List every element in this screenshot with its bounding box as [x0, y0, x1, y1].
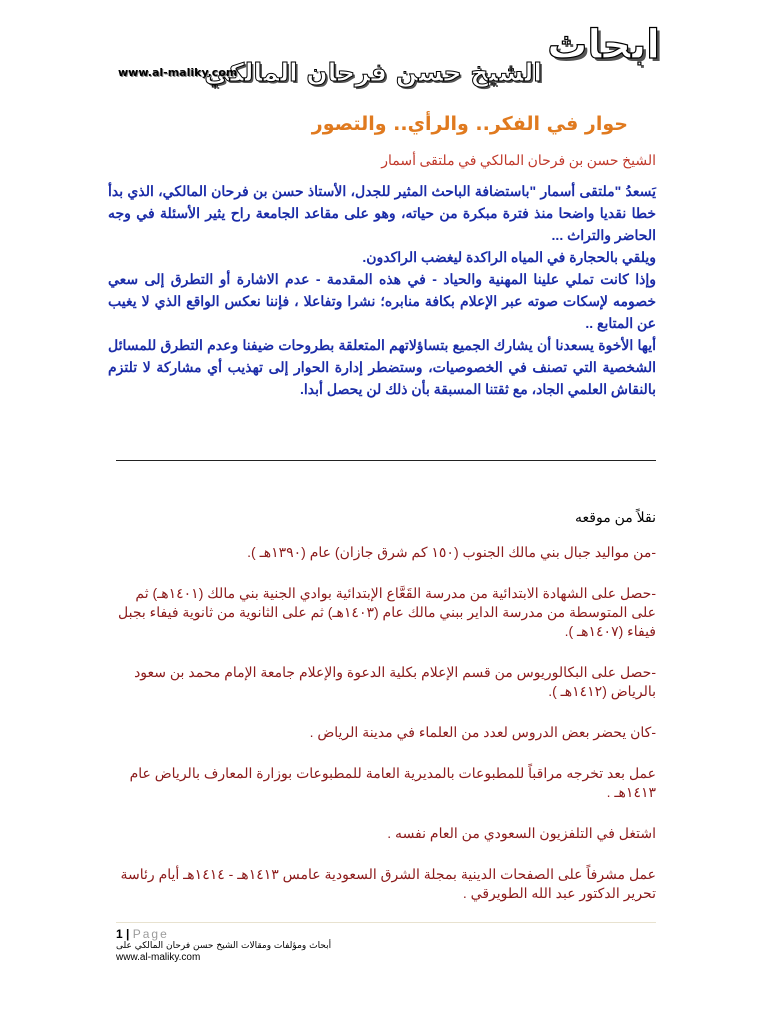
page-title: حوار في الفكر.. والرأي.. والتصور [311, 113, 628, 135]
header-url[interactable]: www.al-maliky.com [118, 66, 238, 79]
source-note: نقلاً من موقعه [575, 509, 656, 525]
page-number-value: 1 [116, 927, 123, 941]
footer-url[interactable]: www.al-maliky.com [116, 952, 201, 963]
intro-paragraph: وإذا كانت تملي علينا المهنية والحياد - في هذه المقدمة - عدم الاشارة أو التطرق إلى سعي خصومه لإسكات صوته عبر الإعلام بكافة منابره؛ نشرا وتفاعلا ، فإننا نعكس الواقع الذي لا يغيب عن المتابع .. [108, 271, 656, 331]
bio-item: عمل بعد تخرجه مراقباً للمطبوعات بالمديرية العامة للمطبوعات بوزارة المعارف بالرياض عام ١٤١٣هـ . [129, 765, 656, 800]
bio-item: عمل مشرفاً على الصفحات الدينية بمجلة الشرق السعودية عامس ١٤١٣هـ - ١٤١٤هـ أيام رئاسة تحرير الدكتور عبد الله الطويرقي . [120, 866, 656, 901]
bio-item: -من مواليد جبال بني مالك الجنوب (١٥٠ كم شرق جازان) عام (١٣٩٠هـ ). [247, 544, 656, 560]
intro-paragraph: أيها الأخوة يسعدنا أن يشارك الجميع بتساؤلاتهم المتعلقة بطروحات ضيفنا وعدم التطرق للمسائل الشخصية التي تصنف في الخصوصيات، وستضطر إدارة الحوار إلى تهذيب أي مشاركة لا تلتزم بالنقاش العلمي الجاد، مع ثقتنا المسبقة بأن ذلك لن يحصل أبدا. [108, 337, 656, 397]
page-number-separator: | [126, 927, 130, 941]
intro-paragraph: يَسعدُ "ملتقى أسمار "باستضافة الباحث المثير للجدل، الأستاذ حسن بن فرحان المالكي، الذي بدأ خطا نقديا واضحا منذ فترة مبكرة من حياته، وهو على مقاعد الجامعة راح يثير الأسئلة في وجه الحاضر والتراث ... [108, 183, 656, 243]
bio-item: -حصل على البكالوريوس من قسم الإعلام بكلية الدعوة والإعلام جامعة الإمام محمد بن سعود بالرياض (١٤١٢هـ ). [134, 664, 656, 699]
footer-divider [116, 922, 656, 923]
page-label: Page [132, 927, 169, 941]
footer-description: أبحاث ومؤلفات ومقالات الشيخ حسن فرحان المالكي على [116, 941, 332, 951]
bio-item: اشتغل في التلفزيون السعودي من العام نفسه . [387, 825, 656, 841]
page-subtitle: الشيخ حسن بن فرحان المالكي في ملتقى أسمار [381, 154, 656, 169]
site-header [110, 20, 660, 90]
intro-block [108, 180, 656, 400]
bio-item: -حصل على الشهادة الابتدائية من مدرسة القَعَّاع الإبتدائية بوادي الجنية بني مالك (١٤٠١هـ) ثم على المتوسطة من مدرسة الداير ببني مالك عام (١٤٠٣هـ) ثم على الثانوية من ثانوية فيفاء بجبل فيفاء (١٤٠٧هـ ). [118, 585, 656, 639]
header-author-name: الشيخ حسن فرحان المالكي [204, 58, 542, 87]
bio-item: -كان يحضر بعض الدروس لعدد من العلماء في مدينة الرياض . [309, 724, 656, 740]
intro-paragraph: ويلقي بالحجارة في المياه الراكدة ليغضب الراكدون. [362, 249, 656, 265]
page-number [116, 927, 169, 941]
biography-block [108, 508, 656, 903]
header-title-word: ابحاث [547, 22, 660, 68]
section-divider [116, 460, 656, 461]
